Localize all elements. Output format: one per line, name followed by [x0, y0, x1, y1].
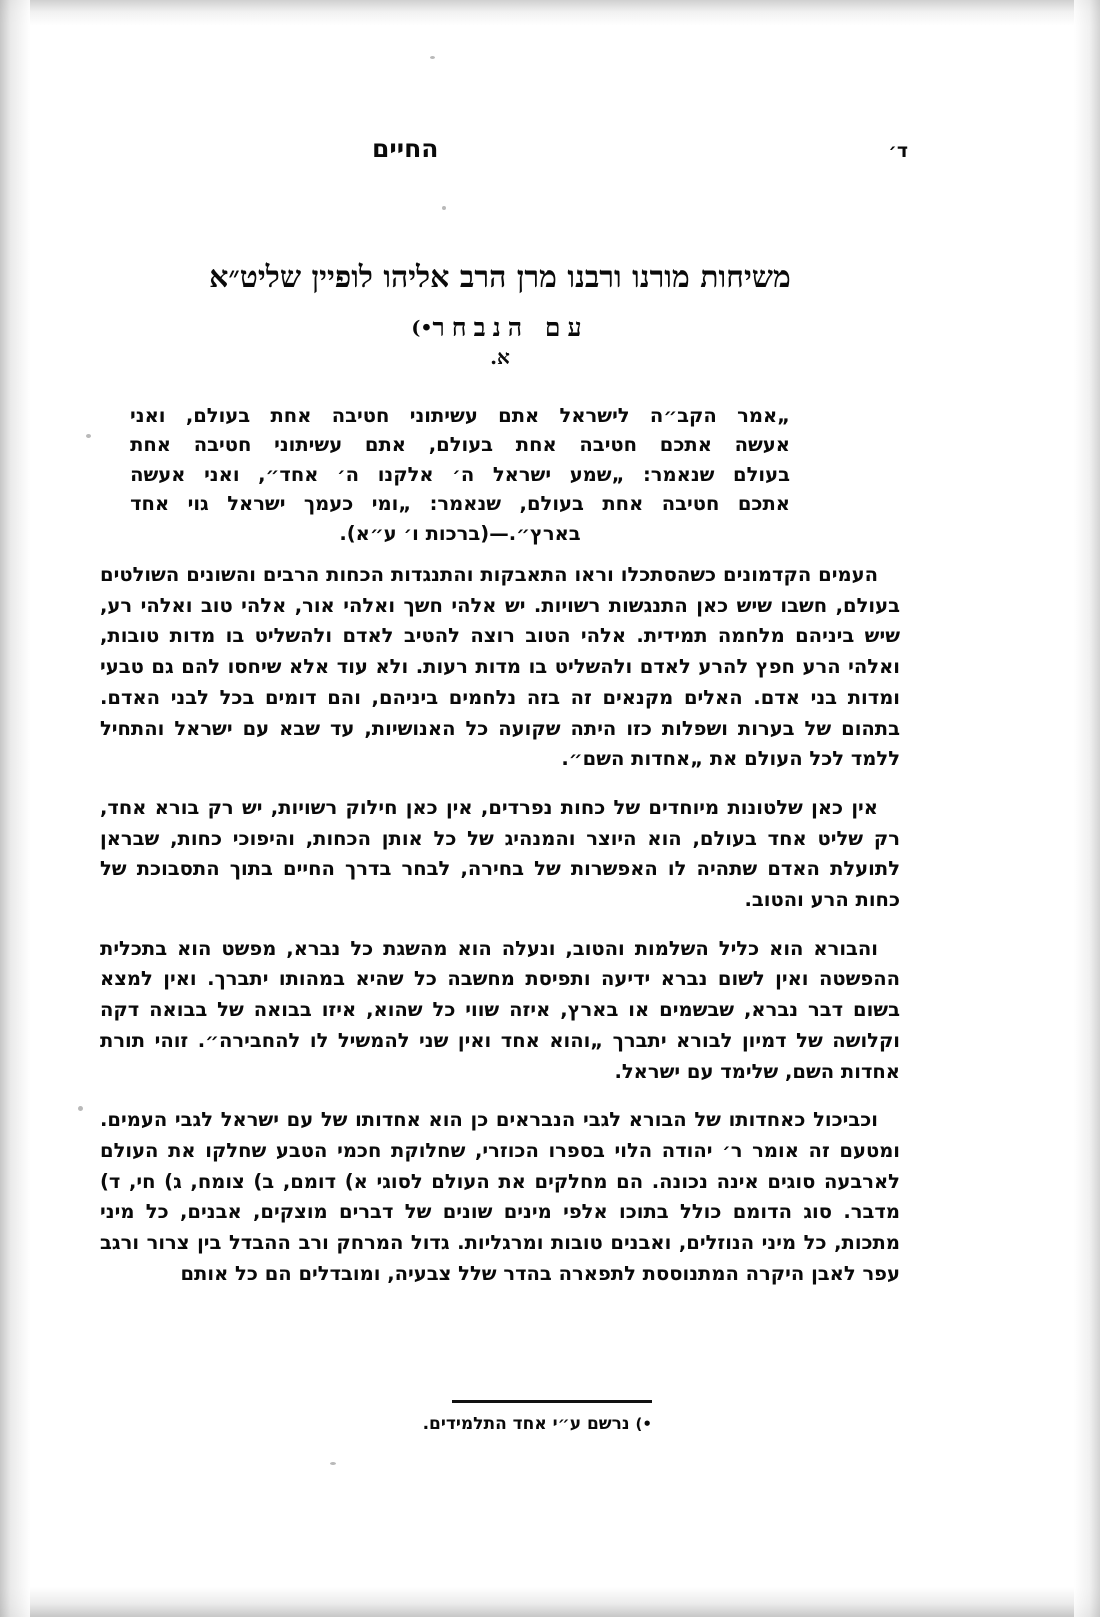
- paragraph-text: . סוג הדומם כולל בתוכו אלפי מינים שונים של דברים מוצקים, אבנים, כל מיני מתכות, כל מיני הנוזלים, ואבנים טובות ומרגליות. גדול המרחק ורב ההבדל בין צרור ורגב עפר לאבן היקרה המתנוססת לתפארה בהדר שלל צבעיה, ומובדלים הם כל אותם: [100, 1200, 900, 1285]
- running-head: [100, 134, 908, 170]
- epigraph-word: כעמך: [303, 492, 354, 515]
- epigraph-word: ואני: [130, 403, 166, 427]
- section-marker: א.: [490, 345, 510, 369]
- epigraph-line: [130, 401, 790, 431]
- epigraph-line: [130, 460, 790, 490]
- epigraph-word: „ומי: [371, 492, 412, 515]
- epigraph-word: ישראל: [227, 492, 286, 515]
- epigraph-word: חטיבה: [661, 492, 720, 515]
- scan-speck: [78, 1106, 83, 1111]
- epigraph-line: [130, 489, 790, 519]
- epigraph-word: בעולם,: [519, 492, 584, 515]
- scan-edge-shadow-left: [0, 0, 30, 1617]
- paragraph: אין כאן שלטונות מיוחדים של כחות נפרדים, אין כאן חילוק רשויות, יש רק בורא אחד, רק שליט אחד בעולם, הוא היוצר והמנהיג של כל אותן הכחות, והיפוכי כחות, שבראן לתועלת האדם שתהיה לו האפשרות של בחירה, לבחר בדרך החיים בתוך התסבוכת של כחות הרע והטוב.: [100, 795, 900, 912]
- page-subtitle: [100, 313, 900, 343]
- epigraph-word: חטיבה: [331, 403, 390, 427]
- page-title: משיחות מורנו ורבנו מרן הרב אליהו לופיין שליט״א: [209, 260, 791, 296]
- scan-edge-shadow-right: [1074, 0, 1100, 1617]
- page-folio-number: ד׳: [888, 140, 908, 162]
- epigraph-word: חטיבה: [579, 433, 638, 456]
- epigraph-word: אחת: [270, 403, 312, 427]
- body-text: [100, 560, 900, 1307]
- epigraph-word: אחד״,: [258, 462, 319, 486]
- epigraph-word: בעולם,: [428, 433, 494, 456]
- epigraph-word: בעולם: [733, 462, 790, 486]
- footnote: [100, 1412, 652, 1436]
- epigraph-word: אלקנו: [377, 462, 434, 486]
- epigraph-word: אתכם: [737, 492, 790, 515]
- page-subtitle-text: עם הנבחר: [432, 312, 589, 342]
- epigraph-line: [130, 430, 790, 460]
- page-content: [100, 0, 908, 1617]
- epigraph-word: בעולם,: [185, 403, 251, 427]
- epigraph-word: הקב״ה: [649, 403, 717, 427]
- epigraph-word: אחת: [130, 433, 172, 456]
- epigraph-word: אתכם: [659, 433, 712, 456]
- epigraph-word: אתם: [498, 403, 540, 427]
- epigraph-word: ה׳: [452, 462, 475, 486]
- epigraph-word: ואני: [204, 462, 240, 486]
- epigraph-quote: [130, 401, 790, 549]
- epigraph-word: חטיבה: [193, 433, 252, 456]
- epigraph-word: גוי: [187, 492, 209, 515]
- epigraph-word: שנאמר:: [429, 492, 502, 515]
- epigraph-word: „אמר: [737, 403, 790, 427]
- footnote-separator-rule: [452, 1400, 652, 1403]
- epigraph-word: שנאמר:: [642, 462, 715, 486]
- footnote-marker: •): [635, 1415, 652, 1433]
- running-head-title: החיים: [372, 134, 439, 163]
- paragraph: והבורא הוא כליל השלמות והטוב, ונעלה הוא מהשגת כל נברא, מפשט הוא בתכלית ההפשטה ואין לשום נברא ידיעה ותפיסת מחשבה כל שהיא במהותו יתברך. ואין למצא בשום דבר נברא, שבשמים או בארץ, איזה שווי כל שהוא, איזו בבואה של בבואה דקה וקלושה של דמיון לבורא יתברך „והוא אחד ואין שני להמשיל לו להחבירה״. זוהי תורת אחדות השם, שלימד עם ישראל.: [100, 936, 900, 1083]
- epigraph-word: ישראל: [492, 462, 552, 486]
- epigraph-line: בארץ״.—(ברכות ו׳ ע״א).: [339, 521, 581, 545]
- epigraph-word: לישראל: [559, 403, 630, 427]
- epigraph-word: אעשה: [130, 462, 186, 486]
- epigraph-word: אחת: [515, 433, 557, 456]
- epigraph-word: אעשה: [734, 433, 790, 456]
- epigraph-word: „שמע: [569, 462, 625, 486]
- paragraph-text: וכביכול כאחדותו של הבורא לגבי הנבראים כן הוא אחדותו של עם ישראל לגבי העמים. ומטעם זה אומר ר׳ יהודה הלוי בספרו הכוזרי, שחלוקת חכמי הטבע שחלקו את העולם לארבעה סוגים אינה נכונה. הם מחלקים את העולם לסוגי: [100, 1108, 900, 1193]
- epigraph-word: אחד: [130, 492, 170, 515]
- scan-speck: [86, 434, 91, 438]
- epigraph-word: עשיתוני: [274, 433, 343, 456]
- footnote-text: נרשם ע״י אחד התלמידים.: [422, 1414, 630, 1434]
- epigraph-word: עשיתוני: [409, 403, 478, 427]
- epigraph-word: ה׳: [337, 462, 360, 486]
- subtitle-footnote-marker: •): [411, 316, 433, 339]
- category-list: א) דומם, ב) צומח, ג) חי, ד) מדבר: [100, 1169, 900, 1224]
- paragraph: העמים הקדמונים כשהסתכלו וראו התאבקות והתנגדות הכחות הרבים והשונים השולטים בעולם, חשבו שיש כאן התנגשות רשויות. יש אלהי חשך ואלהי אור, אלהי טוב ואלהי רע, שיש ביניהם מלחמה תמידית. אלהי הטוב רוצה להטיב לאדם ולהשליט בו מדות טובות, ואלהי הרע חפץ להרע לאדם ולהשליט בו מדות רעות. ולא עוד אלא שיחסו להם גם טבעי ומדות בני אדם. האלים מקנאים זה בזה נלחמים ביניהם, והם דומים בכל לבני האדם. בתהום של בערות ושפלות כזו היתה שקועה כל האנושיות, עד שבא עם ישראל והתחיל ללמד לכל העולם את „אחדות השם״.: [100, 563, 900, 771]
- paragraph-with-list: [100, 1105, 900, 1289]
- epigraph-word: אתם: [364, 433, 407, 456]
- epigraph-word: אחת: [602, 492, 644, 515]
